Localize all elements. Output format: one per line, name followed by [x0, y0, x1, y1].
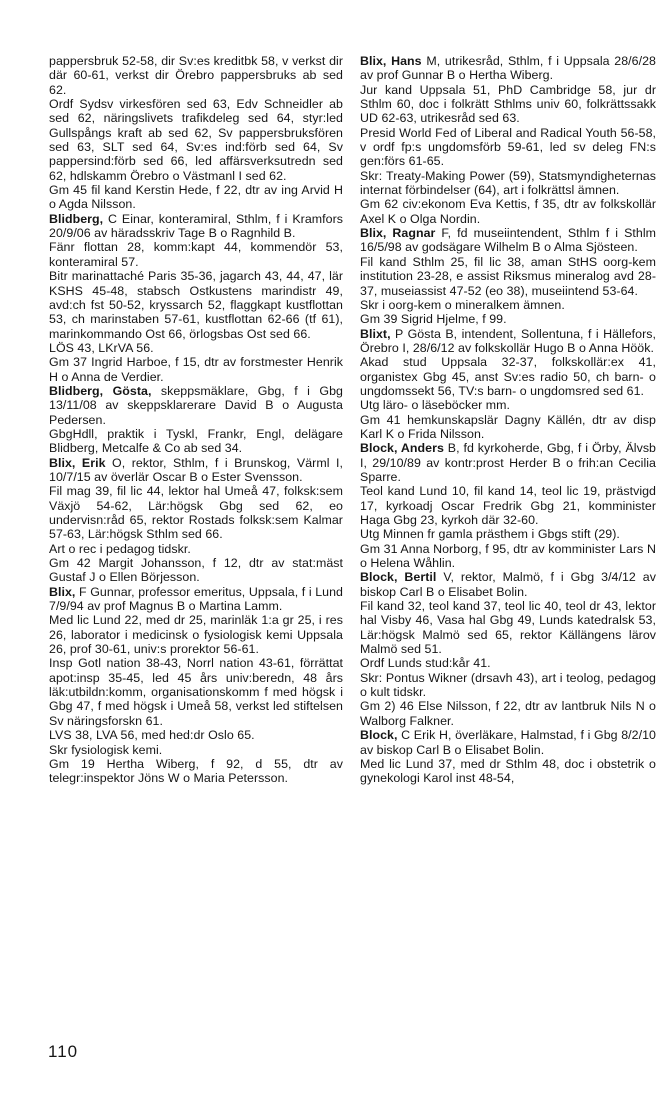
entry-text: M, utrikesråd, Sthlm, f i Uppsala 28/6/28 av prof Gunnar B o Hertha Wiberg.: [360, 54, 656, 83]
paragraph: [360, 54, 656, 83]
paragraph: [360, 484, 656, 527]
paragraph: [360, 441, 656, 484]
entry-text: LVS 38, LVA 56, med hed:dr Oslo 65.: [49, 728, 255, 743]
paragraph: [360, 728, 656, 757]
paragraph: [49, 384, 343, 427]
entry-text: Skr: Pontus Wikner (drsavh 43), art i teolog, pedagog o kult tidskr.: [360, 670, 656, 700]
page-number: 110: [48, 1042, 79, 1061]
left-column: [49, 54, 343, 786]
paragraph: [360, 527, 656, 541]
entry-text: LÖS 43, LKrVA 56.: [49, 340, 154, 355]
right-column: [360, 54, 656, 786]
entry-text: V, rektor, Malmö, f i Gbg 3/4/12 av biskop Carl B o Elisabet Bolin.: [360, 570, 656, 599]
paragraph: [49, 183, 343, 212]
entry-text: Skr fysiologisk kemi.: [49, 742, 163, 757]
entry-text: Presid World Fed of Liberal and Radical Youth 56-58, v ordf fp:s ungdomsförb 59-61, led sv deleg FN:s gen:förs 61-65.: [360, 125, 656, 169]
entry-text: F, fd museiintendent, Sthlm f i Sthlm 16/5/98 av godsägare Wilhelm B o Alma Sjösteen.: [360, 226, 656, 255]
entry-head: Block, Bertil: [360, 570, 437, 585]
paragraph: [49, 757, 343, 786]
entry-text: Gm 19 Hertha Wiberg, f 92, d 55, dtr av telegr:inspektor Jöns W o Maria Petersson.: [49, 756, 343, 786]
paragraph: [49, 585, 343, 614]
entry-text: Skr: Treaty-Making Power (59), Statsmyndigheternas internat förbindelser (64), art i folkrättsl ämnen.: [360, 168, 656, 198]
entry-text: Fil mag 39, fil lic 44, lektor hal Umeå 47, folksk:sem Växjö 54-62, Lär:högsk Gbg sed 62, eo undervisn:råd 65, rektor Rostads folksk:sem Kalmar 57-63, Lär:högsk Sthlm sed 66.: [49, 484, 343, 542]
entry-text: Gm 42 Margit Johansson, f 12, dtr av stat:mäst Gustaf J o Ellen Börjesson.: [49, 556, 343, 585]
paragraph: [49, 613, 343, 656]
entry-text: Gm 39 Sigrid Hjelme, f 99.: [360, 312, 507, 327]
entry-text: pappersbruk 52-58, dir Sv:es kreditbk 58, v verkst dir där 60-61, verkst dir Örebro pappersbruks ab sed 62.: [49, 54, 343, 97]
paragraph: [360, 197, 656, 226]
paragraph: [360, 542, 656, 571]
paragraph: [360, 413, 656, 442]
entry-text: Akad stud Uppsala 32-37, folkskollär:ex 41, organistex Gbg 45, anst Sv:es radio 50, ch barn- o ungdomssekt 56, TV:s barn- o ungdomsred sed 61.: [360, 355, 656, 398]
paragraph: [49, 556, 343, 585]
paragraph: [49, 240, 343, 269]
entry-head: Blix, Ragnar: [360, 226, 436, 241]
entry-text: Skr i oorg-kem o mineralkem ämnen.: [360, 297, 565, 312]
paragraph: [49, 743, 343, 757]
paragraph: [49, 542, 343, 556]
paragraph: [360, 226, 656, 255]
paragraph: [360, 169, 656, 198]
entry-text: Teol kand Lund 10, fil kand 14, teol lic 19, prästvigd 17, kyrkoadj Oscar Fredrik Gbg 21, komminister Haga Gbg 23, kyrkoh där 32-60.: [360, 484, 656, 527]
paragraph: [49, 484, 343, 541]
entry-text: Utg läro- o läseböcker mm.: [360, 398, 511, 413]
entry-text: Gm 2) 46 Else Nilsson, f 22, dtr av lantbruk Nils N o Walborg Falkner.: [360, 699, 656, 728]
paragraph: [360, 398, 656, 412]
entry-text: Gm 37 Ingrid Harboe, f 15, dtr av forstmester Henrik H o Anna de Verdier.: [49, 355, 343, 384]
entry-text: Bitr marinattaché Paris 35-36, jagarch 43, 44, 47, lär KSHS 45-48, stabsch Ostkustens marindistr 49, avd:ch fst 50-52, kryssarch 52, flaggkapt kustflottan 53, ch marinstaben 57-61, kustflottan 62-66 (tf 61), marinkommando Ost 66, örlogsbas Ost sed 66.: [49, 269, 343, 341]
entry-text: Fil kand 32, teol kand 37, teol lic 40, teol dr 43, lektor hal Visby 46, Vasa hal Gbg 49, Lunds katedralsk 53, Lär:högsk Malmö sed 65, rektor Källängens lärov Malmö sed 51.: [360, 599, 656, 657]
paragraph: [49, 97, 343, 183]
entry-head: Block, Anders: [360, 441, 444, 456]
entry-head: Blidberg,: [49, 211, 104, 226]
paragraph: [360, 699, 656, 728]
paragraph: [360, 355, 656, 398]
paragraph: [360, 757, 656, 786]
entry-text: Ordf Lunds stud:kår 41.: [360, 656, 491, 671]
paragraph: [360, 671, 656, 700]
entry-text: P Gösta B, intendent, Sollentuna, f i Hällefors, Örebro I, 28/6/12 av folkskollär Hugo B o Anna Höök.: [360, 326, 656, 355]
entry-text: Med lic Lund 37, med dr Sthlm 48, doc i obstetrik o gynekologi Karol inst 48-54,: [360, 756, 656, 786]
paragraph: [49, 54, 343, 97]
entry-text: Art o rec i pedagog tidskr.: [49, 541, 191, 556]
entry-text: Gm 31 Anna Norborg, f 95, dtr av komminister Lars N o Helena Wåhlin.: [360, 541, 656, 571]
entry-text: Med lic Lund 22, med dr 25, marinläk 1:a gr 25, i res 26, laborator i medicinsk o fysiologisk kemi Uppsala 26, prof 30-61, univ:s prorektor 56-61.: [49, 613, 343, 657]
entry-text: Gm 41 hemkunskapslär Dagny Källén, dtr av disp Karl K o Frida Nilsson.: [360, 412, 656, 441]
entry-text: B, fd kyrkoherde, Gbg, f i Örby, Älvsb I, 29/10/89 av kontr:prost Herder B o frih:an Cecilia Sparre.: [360, 441, 656, 484]
paragraph: [49, 456, 343, 485]
paragraph: [360, 298, 656, 312]
entry-text: Gm 45 fil kand Kerstin Hede, f 22, dtr av ing Arvid H o Agda Nilsson.: [49, 183, 343, 212]
entry-head: Block,: [360, 728, 398, 743]
paragraph: [360, 312, 656, 326]
entry-text: C Erik H, överläkare, Halmstad, f i Gbg 8/2/10 av biskop Carl B o Elisabet Bolin.: [360, 728, 656, 757]
paragraph: [360, 570, 656, 599]
paragraph: [49, 656, 343, 728]
entry-text: Gm 62 civ:ekonom Eva Kettis, f 35, dtr av folkskollär Axel K o Olga Nordin.: [360, 197, 656, 226]
entry-head: Blidberg, Gösta,: [49, 383, 152, 398]
entry-text: F Gunnar, professor emeritus, Uppsala, f i Lund 7/9/94 av prof Magnus B o Martina Lamm.: [49, 584, 343, 614]
paragraph: [360, 255, 656, 298]
paragraph: [49, 212, 343, 241]
entry-text: skeppsmäklare, Gbg, f i Gbg 13/11/08 av skeppsklarerare David B o Augusta Pedersen.: [49, 383, 343, 427]
entry-text: Utg Minnen fr gamla prästhem i Gbgs stift (29).: [360, 527, 620, 542]
entry-text: GbgHdll, praktik i Tyskl, Frankr, Engl, delägare Blidberg, Metcalfe & Co ab sed 34.: [49, 426, 343, 456]
entry-head: Blix, Erik: [49, 455, 106, 470]
entry-text: Insp Gotl nation 38-43, Norrl nation 43-61, förrättat apot:insp 35-45, led 45 års univ:beredn, 48 års läk:utbildn:komm, organisationskomm f med högsk i Gbg 47, f med högsk i Umeå 58, verkst led stiftelsen Sv näringsforskn 61.: [49, 656, 343, 728]
paragraph: [360, 83, 656, 126]
paragraph: [49, 341, 343, 355]
paragraph: [49, 355, 343, 384]
paragraph: [360, 599, 656, 656]
paragraph: [49, 728, 343, 742]
entry-text: Jur kand Uppsala 51, PhD Cambridge 58, jur dr Sthlm 60, doc i folkrätt Sthlms univ 60, folkrättssakk UD 62-63, utrikesråd sed 63.: [360, 82, 656, 126]
entry-head: Blix, Hans: [360, 54, 422, 68]
paragraph: [49, 269, 343, 341]
paragraph: [360, 327, 656, 356]
entry-head: Blixt,: [360, 326, 391, 341]
entry-text: Ordf Sydsv virkesfören sed 63, Edv Schneidler ab sed 62, näringslivets trafikdeleg sed 64, styr:led Gullspångs kraft ab sed 62, Sv pappersbruksfören sed 63, SLT sed 64, Sv:es ind:förb sed 64, Sv pappersind:förb sed 66, led affärsverksutredn sed 62, hdlskamm Örebro o Västmanl I sed 62.: [49, 97, 343, 183]
entry-text: C Einar, konteramiral, Sthlm, f i Kramfors 20/9/06 av häradsskriv Tage B o Ragnhild B.: [49, 211, 343, 241]
paragraph: [49, 427, 343, 456]
entry-text: O, rektor, Sthlm, f i Brunskog, Värml I, 10/7/15 av överlär Oscar B o Ester Svensson.: [49, 455, 343, 484]
entry-text: Fil kand Sthlm 25, fil lic 38, aman StHS oorg-kem institution 23-28, e assist Riksmus mineralog avd 28-37, museiassist 47-52 (eo 38), museiintend 53-64.: [360, 254, 656, 298]
entry-head: Blix,: [49, 584, 76, 599]
entry-text: Fänr flottan 28, komm:kapt 44, kommendör 53, konteramiral 57.: [49, 240, 343, 269]
paragraph: [360, 656, 656, 670]
paragraph: [360, 126, 656, 169]
